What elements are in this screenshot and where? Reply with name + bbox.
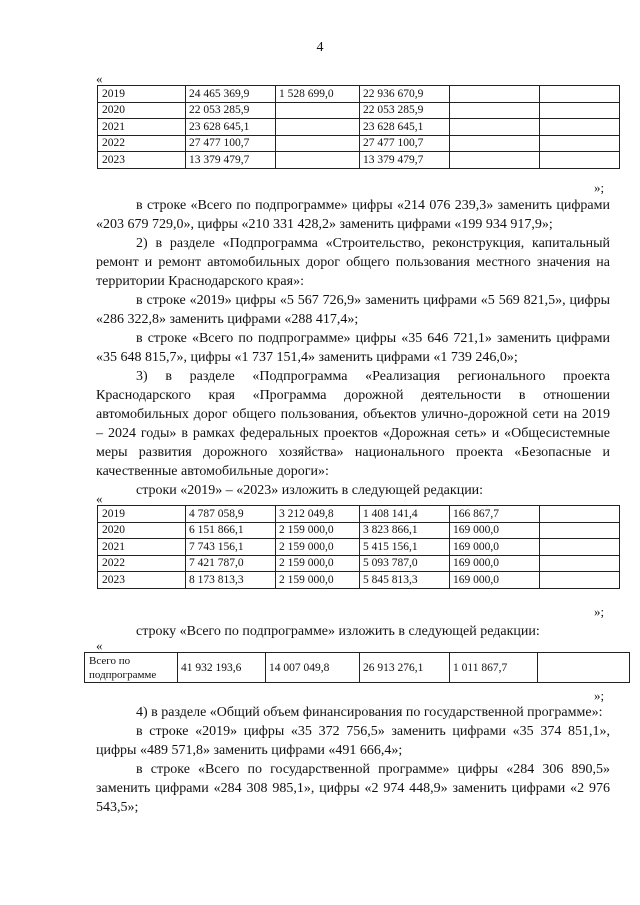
value-cell xyxy=(276,135,360,152)
value-cell: 4 787 058,9 xyxy=(186,506,276,523)
table-row xyxy=(85,653,630,683)
paragraph: строку «Всего по подпрограмме» изложить в следующей редакции: xyxy=(136,624,540,639)
table-row xyxy=(98,135,620,152)
paragraph: в строке «Всего по государственной программе» цифры «284 306 890,5» заменить цифрами «284 308 985,1», цифры «2 974 448,9» заменить цифрами «2 976 543,5»; xyxy=(96,762,610,815)
value-cell xyxy=(538,653,630,683)
table-row xyxy=(98,555,620,572)
year-cell: 2021 xyxy=(98,539,186,556)
total-label-cell: Всего по подпрограмме xyxy=(85,653,178,683)
value-cell xyxy=(540,86,620,103)
value-cell: 169 000,0 xyxy=(450,522,540,539)
year-cell: 2023 xyxy=(98,572,186,589)
year-cell: 2023 xyxy=(98,152,186,169)
value-cell: 2 159 000,0 xyxy=(276,539,360,556)
value-cell: 7 421 787,0 xyxy=(186,555,276,572)
value-cell xyxy=(276,152,360,169)
value-cell xyxy=(540,506,620,523)
year-cell: 2022 xyxy=(98,555,186,572)
amendment-text-3 xyxy=(96,703,610,817)
value-cell: 169 000,0 xyxy=(450,572,540,589)
financing-table-2 xyxy=(97,505,620,589)
opening-quote: « xyxy=(96,491,103,506)
closing-quote: »; xyxy=(594,604,605,619)
year-cell: 2019 xyxy=(98,86,186,103)
value-cell xyxy=(276,102,360,119)
value-cell: 27 477 100,7 xyxy=(186,135,276,152)
value-cell: 2 159 000,0 xyxy=(276,522,360,539)
value-cell: 22 936 670,9 xyxy=(360,86,450,103)
value-cell xyxy=(540,119,620,136)
table-row xyxy=(98,539,620,556)
value-cell xyxy=(540,152,620,169)
table-row xyxy=(98,572,620,589)
table-row xyxy=(98,119,620,136)
value-cell: 5 415 156,1 xyxy=(360,539,450,556)
value-cell: 22 053 285,9 xyxy=(186,102,276,119)
opening-quote: « xyxy=(96,71,103,86)
value-cell: 14 007 049,8 xyxy=(266,653,360,683)
value-cell: 8 173 813,3 xyxy=(186,572,276,589)
closing-quote: »; xyxy=(594,688,605,703)
value-cell xyxy=(540,539,620,556)
paragraph: в строке «2019» цифры «5 567 726,9» заменить цифрами «5 569 821,5», цифры «286 322,8» заменить цифрами «288 417,4»; xyxy=(96,293,610,327)
amendment-text-1 xyxy=(96,196,610,500)
table-row xyxy=(98,86,620,103)
year-cell: 2022 xyxy=(98,135,186,152)
value-cell: 13 379 479,7 xyxy=(186,152,276,169)
table-row xyxy=(98,522,620,539)
value-cell xyxy=(450,102,540,119)
paragraph: в строке «Всего по подпрограмме» цифры «214 076 239,3» заменить цифрами «203 679 729,0», цифры «210 331 428,2» заменить цифрами «199 934 917,9»; xyxy=(96,198,610,232)
paragraph: в строке «2019» цифры «35 372 756,5» заменить цифрами «35 374 851,1», цифры «489 571,8» заменить цифрами «491 666,4»; xyxy=(96,724,610,758)
value-cell: 13 379 479,7 xyxy=(360,152,450,169)
value-cell: 1 408 141,4 xyxy=(360,506,450,523)
value-cell: 23 628 645,1 xyxy=(186,119,276,136)
year-cell: 2019 xyxy=(98,506,186,523)
value-cell: 24 465 369,9 xyxy=(186,86,276,103)
value-cell: 6 151 866,1 xyxy=(186,522,276,539)
value-cell: 3 212 049,8 xyxy=(276,506,360,523)
value-cell: 23 628 645,1 xyxy=(360,119,450,136)
value-cell: 22 053 285,9 xyxy=(360,102,450,119)
value-cell: 7 743 156,1 xyxy=(186,539,276,556)
financing-table-1 xyxy=(97,85,620,169)
paragraph: 3) в разделе «Подпрограмма «Реализация регионального проекта Краснодарского края «Программа дорожной деятельности в отношении автомобильных дорог общего пользования, объектов улично-дорожной сети на 2019 – 2024 годы» в рамках федеральных проектов «Дорожная сеть» и «Общесистемные меры развития дорожного хозяйства» национального проекта «Безопасные и качественные автомобильные дороги»: xyxy=(96,369,610,479)
paragraph: в строке «Всего по подпрограмме» цифры «35 646 721,1» заменить цифрами «35 648 815,7», цифры «1 737 151,4» заменить цифрами «1 739 246,0»; xyxy=(96,331,610,365)
table-row xyxy=(98,152,620,169)
value-cell: 2 159 000,0 xyxy=(276,555,360,572)
value-cell: 169 000,0 xyxy=(450,555,540,572)
year-cell: 2021 xyxy=(98,119,186,136)
value-cell: 5 845 813,3 xyxy=(360,572,450,589)
table-row xyxy=(98,506,620,523)
value-cell xyxy=(540,135,620,152)
closing-quote: »; xyxy=(594,180,605,195)
paragraph: строки «2019» – «2023» изложить в следующей редакции: xyxy=(136,483,484,498)
year-cell: 2020 xyxy=(98,522,186,539)
paragraph: 4) в разделе «Общий объем финансирования по государственной программе»: xyxy=(136,705,603,720)
value-cell: 41 932 193,6 xyxy=(178,653,266,683)
value-cell: 169 000,0 xyxy=(450,539,540,556)
value-cell xyxy=(540,572,620,589)
value-cell xyxy=(540,555,620,572)
amendment-text-2 xyxy=(96,622,610,641)
value-cell: 3 823 866,1 xyxy=(360,522,450,539)
value-cell: 1 528 699,0 xyxy=(276,86,360,103)
value-cell: 27 477 100,7 xyxy=(360,135,450,152)
value-cell xyxy=(540,102,620,119)
year-cell: 2020 xyxy=(98,102,186,119)
value-cell: 166 867,7 xyxy=(450,506,540,523)
page-number: 4 xyxy=(316,40,324,55)
table-row xyxy=(98,102,620,119)
value-cell: 5 093 787,0 xyxy=(360,555,450,572)
value-cell xyxy=(450,152,540,169)
value-cell: 26 913 276,1 xyxy=(360,653,450,683)
value-cell xyxy=(276,119,360,136)
value-cell xyxy=(450,119,540,136)
value-cell xyxy=(540,522,620,539)
financing-table-3 xyxy=(84,652,630,683)
value-cell xyxy=(450,135,540,152)
value-cell xyxy=(450,86,540,103)
opening-quote: « xyxy=(96,638,103,653)
paragraph: 2) в разделе «Подпрограмма «Строительство, реконструкция, капитальный ремонт и ремонт автомобильных дорог общего пользования местного значения на территории Краснодарского края»: xyxy=(96,236,610,289)
value-cell: 2 159 000,0 xyxy=(276,572,360,589)
value-cell: 1 011 867,7 xyxy=(450,653,538,683)
